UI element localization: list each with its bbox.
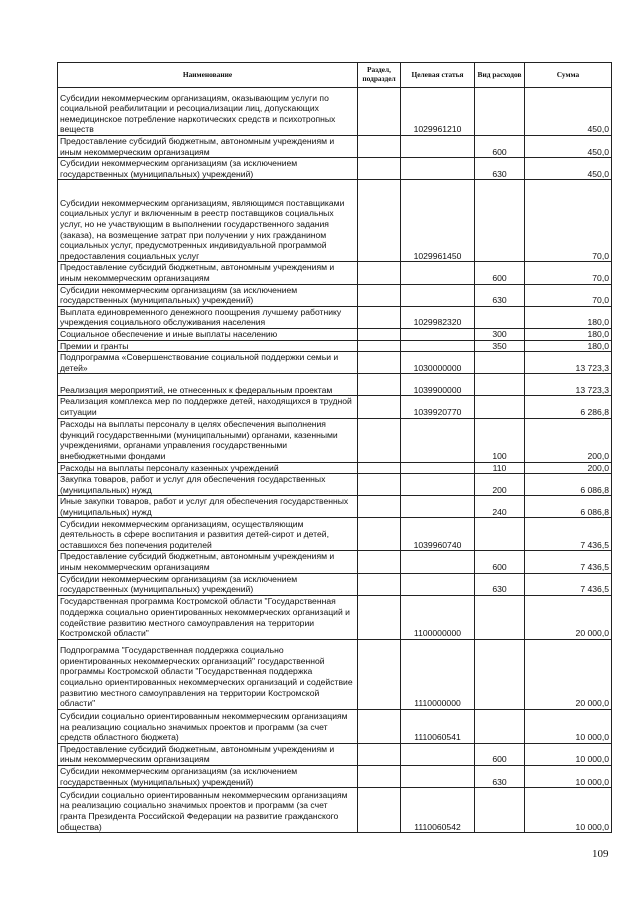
cell-target: 1029961450 xyxy=(401,180,475,262)
cell-amount: 20 000,0 xyxy=(525,595,612,639)
cell-type xyxy=(475,518,525,551)
table-row xyxy=(58,328,612,340)
cell-amount: 7 436,5 xyxy=(525,551,612,573)
cell-target xyxy=(401,474,475,496)
cell-amount: 10 000,0 xyxy=(525,709,612,743)
cell-type xyxy=(475,180,525,262)
cell-type xyxy=(475,595,525,639)
table-row xyxy=(58,88,612,136)
cell-amount: 10 000,0 xyxy=(525,743,612,765)
cell-target xyxy=(401,136,475,158)
cell-target: 1100000000 xyxy=(401,595,475,639)
cell-type: 630 xyxy=(475,573,525,595)
table-row xyxy=(58,396,612,418)
cell-name: Предоставление субсидий бюджетным, автономным учреждениям и иным некоммерческим организациям xyxy=(58,551,358,573)
table-row xyxy=(58,496,612,518)
cell-amount: 200,0 xyxy=(525,462,612,474)
cell-target xyxy=(401,158,475,180)
cell-section xyxy=(358,518,401,551)
column-header-amount: Сумма xyxy=(525,63,612,88)
cell-target xyxy=(401,262,475,284)
column-header-target: Целевая статья xyxy=(401,63,475,88)
cell-amount: 7 436,5 xyxy=(525,518,612,551)
cell-name: Социальное обеспечение и иные выплаты населению xyxy=(58,328,358,340)
cell-type: 240 xyxy=(475,496,525,518)
cell-type xyxy=(475,352,525,374)
cell-amount: 7 436,5 xyxy=(525,573,612,595)
cell-name: Расходы на выплаты персоналу в целях обеспечения выполнения функций государственными (муниципальными) органами, казенными учреждениями, органами управления государственными внебюджетными фондами xyxy=(58,418,358,462)
cell-section xyxy=(358,340,401,352)
cell-amount: 180,0 xyxy=(525,328,612,340)
cell-name: Субсидии социально ориентированным некоммерческим организациям на реализацию социально значимых проектов и программ (за счет гранта Президента Российской Федерации на развитие гражданского общества) xyxy=(58,788,358,833)
table-row xyxy=(58,639,612,709)
cell-section xyxy=(358,136,401,158)
cell-section xyxy=(358,462,401,474)
cell-section xyxy=(358,306,401,328)
cell-section xyxy=(358,551,401,573)
cell-name: Реализация комплекса мер по поддержке детей, находящихся в трудной ситуации xyxy=(58,396,358,418)
table-row xyxy=(58,180,612,262)
cell-type: 630 xyxy=(475,284,525,306)
cell-name: Предоставление субсидий бюджетным, автономным учреждениям и иным некоммерческим организациям xyxy=(58,136,358,158)
cell-amount: 70,0 xyxy=(525,284,612,306)
table-row xyxy=(58,551,612,573)
cell-target: 1039920770 xyxy=(401,396,475,418)
cell-name: Субсидии некоммерческим организациям (за исключением государственных (муниципальных) учреждений) xyxy=(58,158,358,180)
cell-target xyxy=(401,766,475,788)
cell-type xyxy=(475,374,525,396)
cell-type xyxy=(475,306,525,328)
cell-amount: 13 723,3 xyxy=(525,352,612,374)
cell-name: Закупка товаров, работ и услуг для обеспечения государственных (муниципальных) нужд xyxy=(58,474,358,496)
cell-target xyxy=(401,573,475,595)
cell-amount: 6 286,8 xyxy=(525,396,612,418)
cell-name: Расходы на выплаты персоналу казенных учреждений xyxy=(58,462,358,474)
cell-name: Субсидии некоммерческим организациям (за исключением государственных (муниципальных) учреждений) xyxy=(58,573,358,595)
cell-amount: 180,0 xyxy=(525,340,612,352)
cell-name: Реализация мероприятий, не отнесенных к федеральным проектам xyxy=(58,374,358,396)
table-row xyxy=(58,306,612,328)
cell-target: 1110060541 xyxy=(401,709,475,743)
cell-amount: 20 000,0 xyxy=(525,639,612,709)
cell-name: Иные закупки товаров, работ и услуг для обеспечения государственных (муниципальных) нужд xyxy=(58,496,358,518)
table-row xyxy=(58,284,612,306)
cell-name: Премии и гранты xyxy=(58,340,358,352)
cell-type: 110 xyxy=(475,462,525,474)
cell-type: 100 xyxy=(475,418,525,462)
cell-type: 630 xyxy=(475,766,525,788)
cell-target: 1030000000 xyxy=(401,352,475,374)
cell-section xyxy=(358,788,401,833)
column-header-type: Вид расходов xyxy=(475,63,525,88)
cell-section xyxy=(358,180,401,262)
cell-name: Выплата единовременного денежного поощрения лучшему работнику учреждения социального обслуживания населения xyxy=(58,306,358,328)
cell-type xyxy=(475,709,525,743)
table-row xyxy=(58,262,612,284)
cell-section xyxy=(358,709,401,743)
cell-target xyxy=(401,418,475,462)
cell-target xyxy=(401,551,475,573)
cell-amount: 70,0 xyxy=(525,180,612,262)
table-row xyxy=(58,418,612,462)
cell-target xyxy=(401,340,475,352)
cell-amount: 450,0 xyxy=(525,136,612,158)
cell-name: Предоставление субсидий бюджетным, автономным учреждениям и иным некоммерческим организациям xyxy=(58,743,358,765)
cell-target xyxy=(401,743,475,765)
cell-section xyxy=(358,496,401,518)
cell-name: Субсидии социально ориентированным некоммерческим организациям на реализацию социально значимых проектов и программ (за счет средств областного бюджета) xyxy=(58,709,358,743)
column-header-name: Наименование xyxy=(58,63,358,88)
cell-section xyxy=(358,418,401,462)
cell-target: 1110060542 xyxy=(401,788,475,833)
cell-section xyxy=(358,158,401,180)
cell-amount: 13 723,3 xyxy=(525,374,612,396)
cell-name: Предоставление субсидий бюджетным, автономным учреждениям и иным некоммерческим организациям xyxy=(58,262,358,284)
cell-section xyxy=(358,352,401,374)
cell-target xyxy=(401,462,475,474)
budget-table xyxy=(57,62,612,833)
cell-section xyxy=(358,284,401,306)
column-header-section: Раздел, подраздел xyxy=(358,63,401,88)
cell-type: 200 xyxy=(475,474,525,496)
cell-amount: 450,0 xyxy=(525,158,612,180)
table-row xyxy=(58,709,612,743)
cell-section xyxy=(358,396,401,418)
cell-name: Субсидии некоммерческим организациям, оказывающим услуги по социальной реабилитации и ресоциализации лиц, допускающих немедицинское потребление наркотических средств и психотропных веществ xyxy=(58,88,358,136)
page-number: 109 xyxy=(592,848,609,860)
cell-name: Субсидии некоммерческим организациям (за исключением государственных (муниципальных) учреждений) xyxy=(58,766,358,788)
table-row xyxy=(58,474,612,496)
cell-amount: 10 000,0 xyxy=(525,766,612,788)
cell-target xyxy=(401,496,475,518)
cell-amount: 200,0 xyxy=(525,418,612,462)
cell-type: 300 xyxy=(475,328,525,340)
cell-target: 1029982320 xyxy=(401,306,475,328)
cell-name: Подпрограмма «Совершенствование социальной поддержки семьи и детей» xyxy=(58,352,358,374)
cell-target: 1039900000 xyxy=(401,374,475,396)
cell-type: 350 xyxy=(475,340,525,352)
cell-section xyxy=(358,262,401,284)
cell-name: Субсидии некоммерческим организациям, осуществляющим деятельность в сфере воспитания и развития детей-сирот и детей, оставшихся без попечения родителей xyxy=(58,518,358,551)
cell-amount: 180,0 xyxy=(525,306,612,328)
cell-section xyxy=(358,743,401,765)
table-row xyxy=(58,340,612,352)
table-row xyxy=(58,374,612,396)
cell-amount: 70,0 xyxy=(525,262,612,284)
cell-type xyxy=(475,639,525,709)
cell-section xyxy=(358,374,401,396)
cell-type: 600 xyxy=(475,551,525,573)
cell-section xyxy=(358,474,401,496)
table-row xyxy=(58,766,612,788)
table-row xyxy=(58,788,612,833)
table-body xyxy=(58,88,612,833)
cell-target: 1110000000 xyxy=(401,639,475,709)
cell-amount: 6 086,8 xyxy=(525,474,612,496)
cell-section xyxy=(358,595,401,639)
table-row xyxy=(58,595,612,639)
cell-target: 1039960740 xyxy=(401,518,475,551)
cell-name: Субсидии некоммерческим организациям, являющимся поставщиками социальных услуг и включенным в реестр поставщиков социальных услуг, но не участвующим в выполнении государственного задания (заказа), на возмещение затрат при получении у них гражданином социальных услуг, предусмотренных индивидуальной программой предоставления социальных услуг xyxy=(58,180,358,262)
header-row xyxy=(58,63,612,88)
cell-amount: 10 000,0 xyxy=(525,788,612,833)
table-row xyxy=(58,158,612,180)
cell-type: 630 xyxy=(475,158,525,180)
table-row xyxy=(58,573,612,595)
table-row xyxy=(58,743,612,765)
cell-section xyxy=(358,573,401,595)
cell-type: 600 xyxy=(475,262,525,284)
cell-amount: 450,0 xyxy=(525,88,612,136)
cell-section xyxy=(358,639,401,709)
cell-type: 600 xyxy=(475,743,525,765)
cell-section xyxy=(358,88,401,136)
cell-type xyxy=(475,788,525,833)
cell-target: 1029961210 xyxy=(401,88,475,136)
cell-name: Субсидии некоммерческим организациям (за исключением государственных (муниципальных) учреждений) xyxy=(58,284,358,306)
cell-type: 600 xyxy=(475,136,525,158)
cell-target xyxy=(401,284,475,306)
cell-section xyxy=(358,328,401,340)
table-row xyxy=(58,518,612,551)
cell-name: Государственная программа Костромской области "Государственная поддержка социально ориентированных некоммерческих организаций и содействие развитию местного самоуправления на территории Костромской области" xyxy=(58,595,358,639)
cell-name: Подпрограмма "Государственная поддержка социально ориентированных некоммерческих организаций" государственной программы Костромской области "Государственная поддержка социально ориентированных некоммерческих организаций и содействие развитию местного самоуправления на территории Костромской области" xyxy=(58,639,358,709)
table-row xyxy=(58,462,612,474)
table-row xyxy=(58,136,612,158)
cell-amount: 6 086,8 xyxy=(525,496,612,518)
table-row xyxy=(58,352,612,374)
cell-type xyxy=(475,396,525,418)
cell-section xyxy=(358,766,401,788)
cell-type xyxy=(475,88,525,136)
cell-target xyxy=(401,328,475,340)
